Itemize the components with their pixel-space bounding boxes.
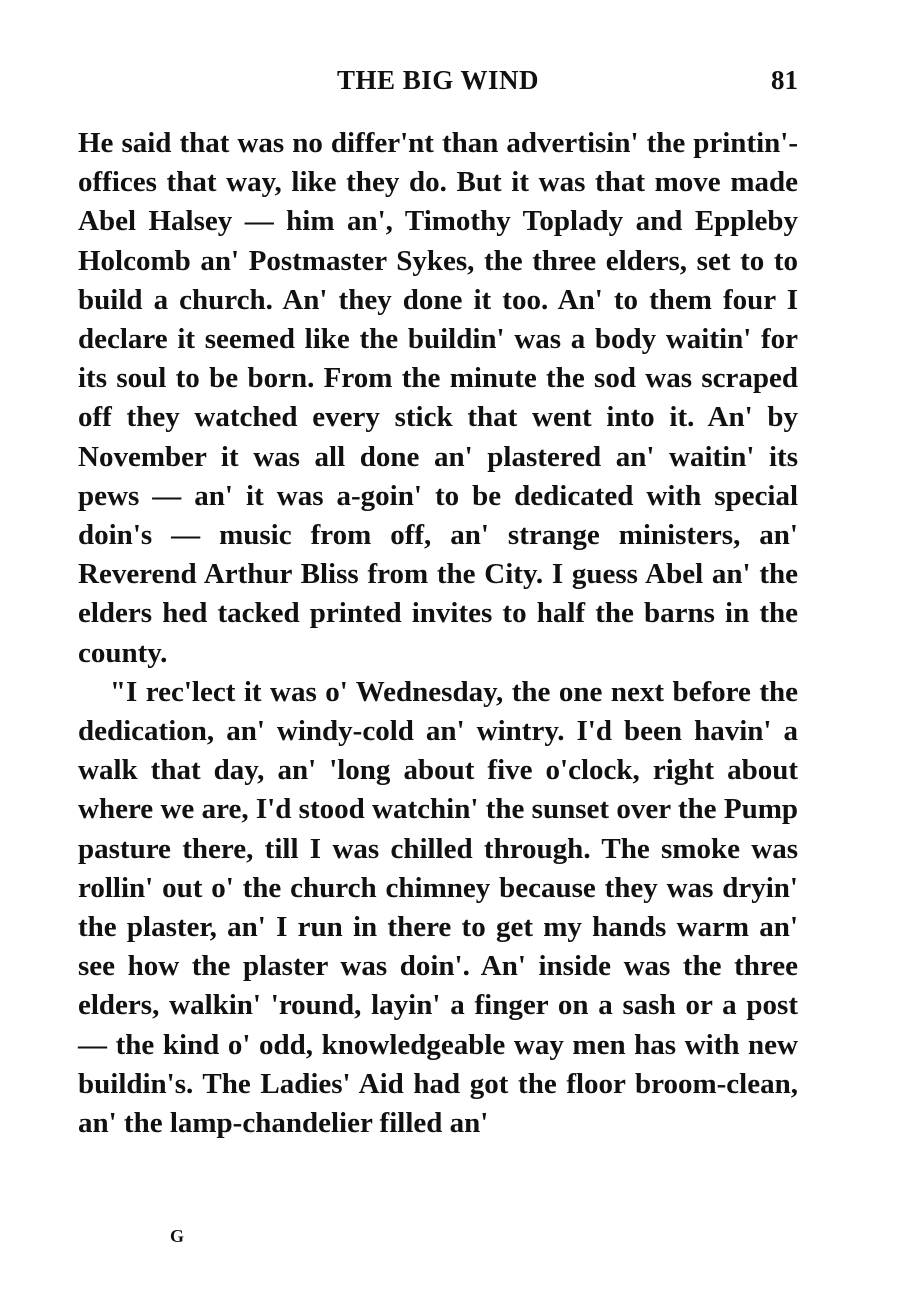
page-number: 81 — [771, 65, 798, 95]
paragraph-2: "I rec'lect it was o' Wednesday, the one next before the dedication, an' windy-cold an' wintry. I'd been havin' a walk that day, an' 'long about five o'clock, right about where we are, I'd stood watchin' the sunset over the Pump pasture there, till I was chilled through. The smoke was rollin' out o' the church chimney because they was dryin' the plaster, an' I run in there to get my hands warm an' see how the plaster was doin'. An' inside was the three elders, walkin' 'round, layin' a finger on a sash or a post — the kind o' odd, knowledgeable way men has with new buildin's. The Ladies' Aid had got the floor broom-clean, an' the lamp-chandelier filled an' — [78, 675, 798, 1140]
body-text — [78, 124, 798, 1143]
running-head — [78, 62, 798, 98]
paragraph-1: He said that was no differ'nt than advertisin' the printin'-offices that way, like they do. But it was that move made Abel Halsey — him an', Timothy Toplady and Eppleby Holcomb an' Postmaster Sykes, the three elders, set to to build a church. An' they done it too. An' to them four I declare it seemed like the buildin' was a body waitin' for its soul to be born. From the minute the sod was scraped off they watched every stick that went into it. An' by November it was all done an' plastered an' waitin' its pews — an' it was a-goin' to be dedicated with special doin's — music from off, an' strange ministers, an' Reverend Arthur Bliss from the City. I guess Abel an' the elders hed tacked printed invites to half the barns in the county. — [78, 127, 798, 669]
running-title: THE BIG WIND — [336, 65, 540, 95]
signature-mark: G — [170, 1226, 185, 1246]
